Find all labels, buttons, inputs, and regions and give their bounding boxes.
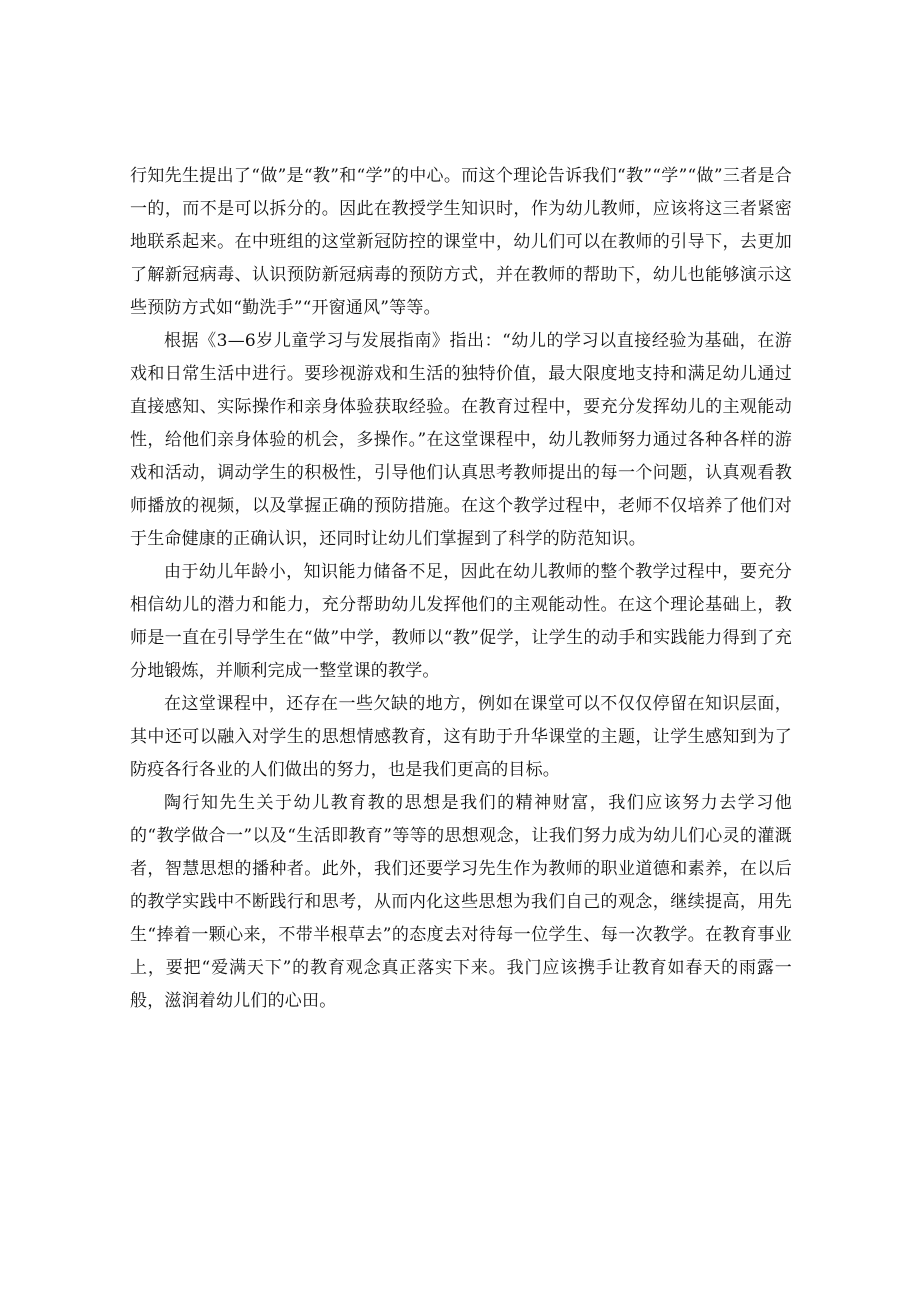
paragraph-5: 陶行知先生关于幼儿教育教的思想是我们的精神财富，我们应该努力去学习他的“教学做合一”以及“生活即教育”等等的思想观念，让我们努力成为幼儿们心灵的灌溉者，智慧思想的播种者。此外，我们还要学习先生作为教师的职业道德和素养，在以后的教学实践中不断践行和思考，从而内化这些思想为我们自己的观念，继续提高，用先生“捧着一颗心来，不带半根草去”的态度去对待每一位学生、每一次教学。在教育事业上，要把“爱满天下”的教育观念真正落实下来。我门应该携手让教育如春天的雨露一般，滋润着幼儿们的心田。 [130, 793, 792, 1011]
paragraph-3: 由于幼儿年龄小，知识能力储备不足，因此在幼儿教师的整个教学过程中，要充分相信幼儿的潜力和能力，充分帮助幼儿发挥他们的主观能动性。在这个理论基础上，教师是一直在引导学生在“做”中学，教师以“教”促学，让学生的动手和实践能力得到了充分地锻炼，并顺利完成一整堂课的教学。 [130, 562, 792, 681]
paragraph-1: 行知先生提出了“做”是“教”和“学”的中心。而这个理论告诉我们“教”“学”“做”三者是合一的，而不是可以拆分的。因此在教授学生知识时，作为幼儿教师，应该将这三者紧密地联系起来。在中班组的这堂新冠防控的课堂中，幼儿们可以在教师的引导下，去更加了解新冠病毒、认识预防新冠病毒的预防方式，并在教师的帮助下，幼儿也能够演示这些预防方式如“勤洗手”“开窗通风”等等。 [130, 166, 792, 318]
document-body [130, 160, 792, 1018]
paragraph-2: 根据《3—6岁儿童学习与发展指南》指出：“幼儿的学习以直接经验为基础，在游戏和日常生活中进行。要珍视游戏和生活的独特价值，最大限度地支持和满足幼儿通过直接感知、实际操作和亲身体验获取经验。在教育过程中，要充分发挥幼儿的主观能动性，给他们亲身体验的机会，多操作。”在这堂课程中，幼儿教师努力通过各种各样的游戏和活动，调动学生的积极性，引导他们认真思考教师提出的每一个问题，认真观看教师播放的视频，以及掌握正确的预防措施。在这个教学过程中，老师不仅培养了他们对于生命健康的正确认识，还同时让幼儿们掌握到了科学的防范知识。 [130, 331, 792, 549]
paragraph-4: 在这堂课程中，还存在一些欠缺的地方，例如在课堂可以不仅仅停留在知识层面，其中还可以融入对学生的思想情感教育，这有助于升华课堂的主题，让学生感知到为了防疫各行各业的人们做出的努力，也是我们更高的目标。 [130, 694, 792, 780]
